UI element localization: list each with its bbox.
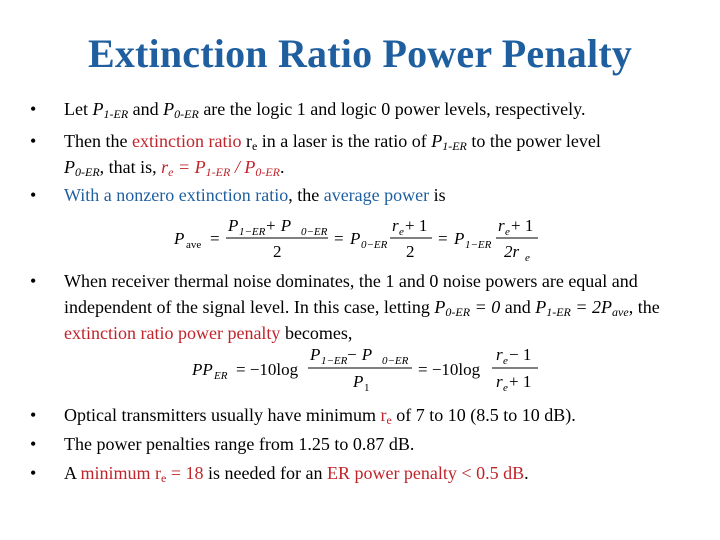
subscript: 0-ER: [445, 305, 471, 319]
text-run: to the power level: [466, 131, 601, 151]
eq-subscript: 0−ER: [301, 226, 328, 238]
bullet-4-text: [64, 268, 700, 346]
bullet-marker: •: [30, 463, 37, 483]
bullet-1-text: [64, 96, 700, 122]
eq-symbol: P: [350, 229, 361, 248]
eq-symbol: P: [353, 372, 364, 391]
eq-symbol: P: [228, 216, 239, 235]
subscript: 0-ER: [255, 165, 280, 179]
text-run: in a laser is the ratio of: [257, 131, 432, 151]
extinction-ratio-term: extinction ratio: [131, 131, 242, 151]
bullet-5-text: [64, 402, 700, 428]
bullet-marker: •: [30, 405, 37, 425]
subscript: 1-ER: [442, 139, 467, 153]
text-run: Optical transmitters usually have minimum: [64, 405, 381, 425]
text-run: /: [230, 157, 245, 177]
bullet-7-text: [64, 460, 700, 486]
subscript: 0-ER: [75, 165, 100, 179]
text-run: Then the: [64, 131, 132, 151]
text-run: When receiver thermal noise dominates, the 1 and 0 noise powers are equal and independent of the signal level. In this case, letting: [64, 271, 638, 317]
text-run: is: [429, 185, 446, 205]
minimum-term: minimum r: [80, 463, 162, 483]
average-power-term: average power: [323, 185, 430, 205]
text-run: becomes,: [280, 323, 353, 343]
text-run: A: [64, 463, 81, 483]
average-power-equation: [172, 212, 552, 269]
eq-subscript: e: [399, 226, 404, 238]
eq-subscript: e: [503, 355, 508, 367]
text-run: .: [524, 463, 529, 483]
eq-subscript: 1−ER: [321, 355, 348, 367]
eq-equals: =: [438, 229, 448, 248]
eq-symbol: P: [174, 229, 185, 248]
eq-number: 2: [406, 242, 415, 261]
eq-term: + 1: [405, 216, 428, 235]
text-run: , the: [288, 185, 324, 205]
eq-subscript: e: [505, 226, 510, 238]
symbol-p: P: [64, 157, 75, 177]
eq-subscript: e: [525, 252, 530, 264]
bullet-6-text: The power penalties range from 1.25 to 0.87 dB.: [64, 434, 415, 454]
bullet-marker: •: [30, 434, 37, 454]
text-run: and: [500, 297, 536, 317]
symbol-r: r: [161, 157, 169, 177]
text-run: = 2P: [570, 297, 613, 317]
symbol-r: r: [380, 405, 387, 425]
bullet-marker: •: [30, 99, 37, 119]
eq-equals: =: [334, 229, 344, 248]
subscript: 0-ER: [174, 107, 199, 121]
eq-term: = −10log: [418, 360, 481, 379]
symbol-p: P: [434, 297, 446, 317]
text-run: , the: [628, 297, 660, 317]
eq-term: + 1: [509, 372, 532, 391]
symbol-p: P: [163, 99, 175, 119]
eq-subscript: e: [503, 382, 508, 394]
subscript: 1-ER: [103, 107, 129, 121]
eq-subscript: 0−ER: [382, 355, 409, 367]
text-run: r: [241, 131, 252, 151]
eq-symbol: r: [498, 216, 505, 235]
bullet-marker: •: [30, 185, 37, 205]
eq-term: 2r: [504, 242, 520, 261]
er-penalty-term: ER power penalty < 0.5 dB: [326, 463, 525, 483]
text-run: = 0: [470, 297, 501, 317]
eq-subscript: 0−ER: [361, 239, 388, 251]
eq-equals: =: [210, 229, 220, 248]
eq-term: + 1: [511, 216, 534, 235]
eq-subscript: 1−ER: [239, 226, 266, 238]
bullet-marker: •: [30, 271, 37, 291]
subscript: e: [386, 413, 392, 427]
power-penalty-equation: [190, 342, 550, 401]
eq-subscript: ave: [186, 239, 202, 251]
eq-number: 2: [273, 242, 282, 261]
bullet-marker: •: [30, 131, 37, 151]
penalty-term: extinction ratio power penalty: [64, 323, 281, 343]
symbol-p: P: [535, 297, 547, 317]
subscript: 1-ER: [546, 305, 571, 319]
eq-term: − P: [346, 345, 373, 364]
eq-subscript: 1−ER: [465, 239, 492, 251]
eq-symbol: P: [310, 345, 321, 364]
eq-symbol: r: [392, 216, 399, 235]
symbol-p: P: [194, 157, 206, 177]
text-run: of 7 to 10 (8.5 to 10 dB).: [391, 405, 576, 425]
eq-symbol: r: [496, 372, 503, 391]
eq-symbol: P: [454, 229, 465, 248]
subscript: 1-ER: [205, 165, 231, 179]
bullet-2-text: [64, 128, 700, 180]
eq-term: + P: [265, 216, 292, 235]
eq-term: = −10log: [236, 360, 299, 379]
text-run: .: [279, 157, 285, 177]
subscript: ave: [612, 305, 629, 319]
slide-title: Extinction Ratio Power Penalty: [87, 31, 633, 76]
text-run: is needed for an: [203, 463, 327, 483]
subscript: e: [168, 165, 174, 179]
minimum-value: = 18: [166, 463, 204, 483]
symbol-p: P: [244, 157, 256, 177]
text-run: =: [173, 157, 195, 177]
subscript: e: [251, 139, 258, 153]
eq-subscript: 1: [364, 382, 370, 394]
bullet-3-text: [64, 182, 700, 208]
text-run: , that is,: [99, 157, 162, 177]
text-run: are the logic 1 and logic 0 power levels, respectively.: [198, 99, 586, 119]
symbol-p: P: [431, 131, 443, 151]
text-run: and: [128, 99, 164, 119]
subscript: e: [161, 471, 167, 485]
symbol-p: P: [92, 99, 104, 119]
eq-subscript: ER: [214, 370, 228, 382]
text-run: Let: [64, 99, 93, 119]
eq-term: − 1: [509, 345, 532, 364]
nonzero-extinction-term: With a nonzero extinction ratio: [64, 185, 289, 205]
eq-symbol: r: [496, 345, 503, 364]
eq-symbol: PP: [192, 360, 213, 379]
